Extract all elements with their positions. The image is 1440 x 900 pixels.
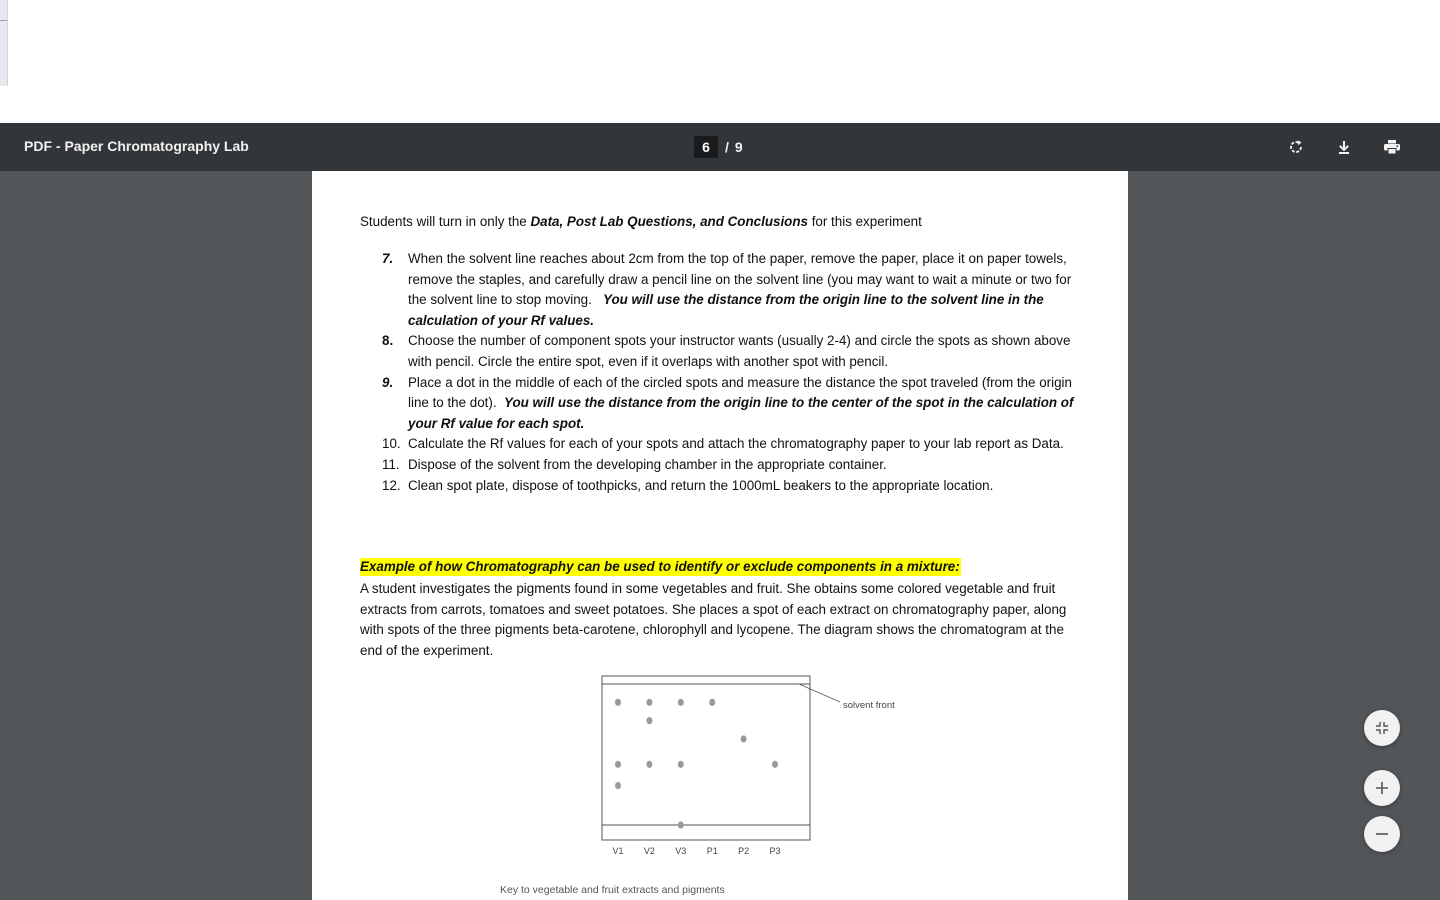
step-text: Calculate the Rf values for each of your spots and attach the chromatography paper to your lab report as Data. [408, 436, 1064, 452]
chromatogram-spot [615, 761, 621, 768]
zoom-out-icon [1375, 827, 1389, 841]
lane-label: P3 [769, 846, 781, 856]
lane-label: V1 [612, 846, 624, 856]
step-emphasis: You will use the distance from the origin line to the center of the spot in the calculation of your Rf value for each spot. [408, 395, 1074, 431]
chromatogram-spot [615, 699, 621, 706]
chromatogram-spot [772, 761, 778, 768]
total-pages: 9 [734, 139, 743, 155]
intro-suffix: for this experiment [807, 214, 922, 229]
page-number-input[interactable]: 6 [694, 136, 718, 158]
intro-line [360, 214, 922, 229]
step-text: When the solvent line reaches about 2cm from the top of the paper, remove the paper, place it on paper towels, remove the staples, and carefully draw a pencil line on the solvent line (you may want to wait a minute or two for the solvent line to stop moving. [408, 251, 1072, 308]
step-text: Choose the number of component spots your instructor wants (usually 2-4) and circle the spots as shown above with pencil. Circle the entire spot, even if it overlaps with another spot with pencil. [408, 333, 1071, 369]
list-item [360, 373, 1090, 435]
solvent-front-label: solvent front [843, 700, 895, 711]
chromatogram-spot [741, 735, 747, 742]
print-button[interactable] [1378, 133, 1406, 161]
step-text: Place a dot in the middle of each of the circled spots and measure the distance the spot traveled (from the origin line to the dot). [408, 374, 1072, 411]
list-item [360, 476, 1090, 497]
lane-label: V2 [643, 846, 655, 856]
list-item [360, 249, 1090, 331]
document-title: PDF - Paper Chromatography Lab [24, 138, 249, 154]
page-indicator [694, 135, 743, 159]
chromatogram-spot [646, 761, 652, 768]
window-edge [0, 0, 8, 86]
pdf-toolbar [0, 123, 1440, 171]
page-separator: / [725, 139, 729, 155]
chromatogram-spot [709, 699, 715, 706]
chromatogram-spot [646, 717, 652, 724]
chromatogram-spot [678, 699, 684, 706]
lane-label: P1 [706, 846, 718, 856]
fit-to-page-button[interactable] [1364, 710, 1400, 746]
chromatogram-diagram [592, 671, 942, 866]
example-paragraph: A student investigates the pigments found in some vegetables and fruit. She obtains some colored vegetable and fruit extracts from carrots, tomatoes and sweet potatoes. She places a spot of each extract on chromatography paper, along with spots of the three pigments beta-carotene, chlorophyll and lycopene. The diagram shows the chromatogram at the end of the experiment. [360, 581, 1067, 658]
intro-emphasis: Data, Post Lab Questions, and Conclusions [530, 214, 808, 229]
rotate-icon [1288, 139, 1304, 155]
example-heading: Example of how Chromatography can be used to identify or exclude components in a mixture: [360, 559, 960, 574]
list-item [360, 434, 1090, 455]
list-item [360, 331, 1090, 372]
step-number: 10. [382, 436, 401, 452]
lane-label: V3 [675, 846, 687, 856]
browser-top-area [0, 0, 1440, 123]
step-number: 11. [382, 456, 400, 472]
step-emphasis: You will use the distance from the origin line to the solvent line in the calculation of your Rf values. [408, 292, 1044, 328]
pdf-page [312, 171, 1128, 900]
step-number: 12. [382, 477, 401, 493]
lane-labels-group [612, 846, 780, 856]
fit-to-page-icon [1375, 721, 1389, 735]
zoom-out-button[interactable] [1364, 816, 1400, 852]
chromatogram-spot [615, 782, 621, 789]
diagram-caption: Key to vegetable and fruit extracts and pigments [500, 884, 725, 896]
download-button[interactable] [1330, 133, 1358, 161]
step-text: Clean spot plate, dispose of toothpicks, and return the 1000mL beakers to the appropriate location. [408, 477, 994, 493]
lane-label: P2 [738, 846, 750, 856]
intro-prefix: Students will turn in only the [360, 214, 531, 229]
chromatogram-spot [678, 761, 684, 768]
rotate-button[interactable] [1282, 133, 1310, 161]
chromatogram-spot [646, 699, 652, 706]
step-number: 8. [382, 333, 394, 349]
list-item [360, 455, 1090, 476]
step-number: 7. [382, 251, 394, 266]
step-text: Dispose of the solvent from the developing chamber in the appropriate container. [408, 456, 887, 472]
chromatography-paper [602, 676, 810, 840]
download-icon [1336, 139, 1352, 155]
procedure-steps [360, 249, 1090, 496]
zoom-in-button[interactable] [1364, 770, 1400, 806]
zoom-in-icon [1375, 781, 1389, 795]
step-number: 9. [382, 374, 394, 390]
origin-spot [678, 821, 684, 828]
print-icon [1383, 139, 1401, 155]
